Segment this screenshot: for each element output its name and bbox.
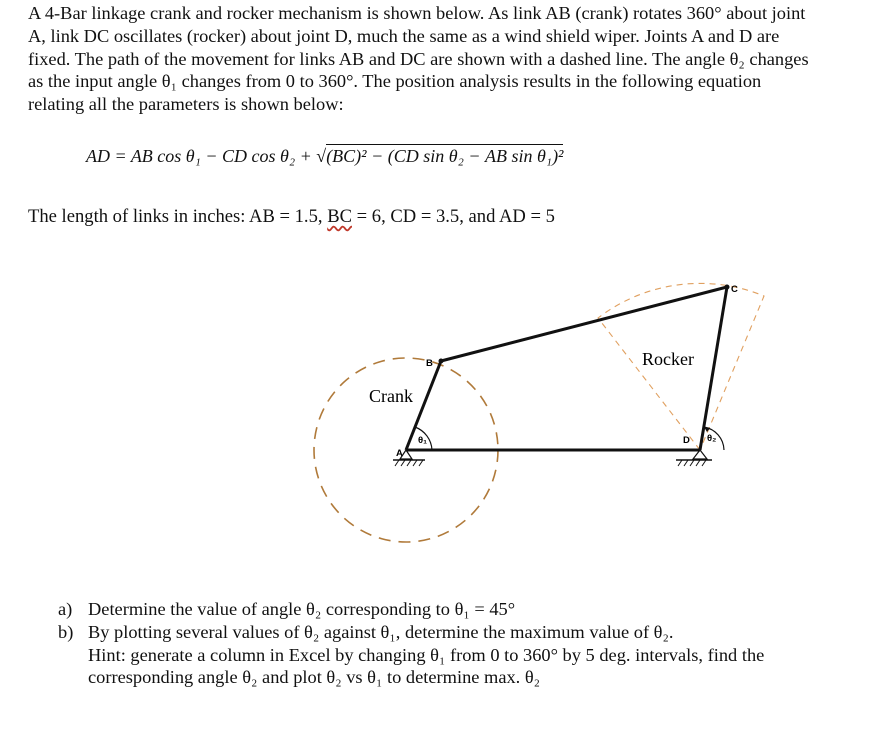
- question-a: [58, 598, 878, 621]
- joint-c-label: C: [731, 284, 738, 295]
- intro-line-4: as the input angle θ₁ changes from 0 to 360°. The position analysis results in the following equation: [28, 71, 762, 92]
- crank-label: Crank: [369, 386, 413, 406]
- lengths-suffix: = 6, CD = 3.5, and AD = 5: [352, 206, 555, 227]
- angle-2-label: θ₂: [707, 433, 717, 444]
- question-a-letter: a): [58, 599, 73, 619]
- joint-a-label: A: [396, 448, 403, 459]
- question-b-hint-line-2: corresponding angle θ₂ and plot θ₂ vs θ₁ to determine max. θ₂: [88, 667, 541, 688]
- joint-b-pin: [439, 359, 444, 364]
- joint-d-label: D: [683, 435, 690, 446]
- intro-line-5: relating all the parameters is shown below:: [28, 94, 344, 115]
- question-list: [58, 598, 878, 689]
- intro-line-2: A, link DC oscillates (rocker) about joint D, much the same as a wind shield wiper. Joints A and D are: [28, 25, 780, 46]
- rocker-link-dc: [700, 287, 727, 450]
- ground-support-d: [676, 450, 712, 466]
- radical-sign: √: [316, 146, 327, 166]
- lengths-bc: BC: [327, 206, 352, 227]
- intro-line-3: fixed. The path of the movement for links AB and DC are shown with a dashed line. The angle θ₂ changes: [28, 48, 809, 69]
- question-b: [58, 621, 878, 689]
- equation-lhs: AD = AB cos θ₁ − CD cos θ₂ +: [86, 146, 317, 166]
- joint-c-pin: [725, 285, 730, 290]
- question-a-text: Determine the value of angle θ₂ corresponding to θ₁ = 45°: [88, 599, 516, 619]
- question-b-text: By plotting several values of θ₂ against θ₁, determine the maximum value of θ₂.: [88, 621, 674, 642]
- question-b-letter: b): [58, 621, 74, 642]
- lengths-prefix: The length of links in inches: AB = 1.5,: [28, 206, 328, 227]
- question-b-hint-line-1: Hint: generate a column in Excel by changing θ₁ from 0 to 360° by 5 deg. intervals, find the: [88, 644, 765, 665]
- rocker-label: Rocker: [642, 349, 694, 369]
- angle-1-label: θ₁: [418, 435, 428, 446]
- joint-b-label: B: [426, 358, 433, 369]
- intro-line-1: A 4-Bar linkage crank and rocker mechanism is shown below. As link AB (crank) rotates 360° about joint: [28, 3, 806, 23]
- equation-radicand: (BC)² − (CD sin θ₂ − AB sin θ₁)²: [326, 146, 564, 166]
